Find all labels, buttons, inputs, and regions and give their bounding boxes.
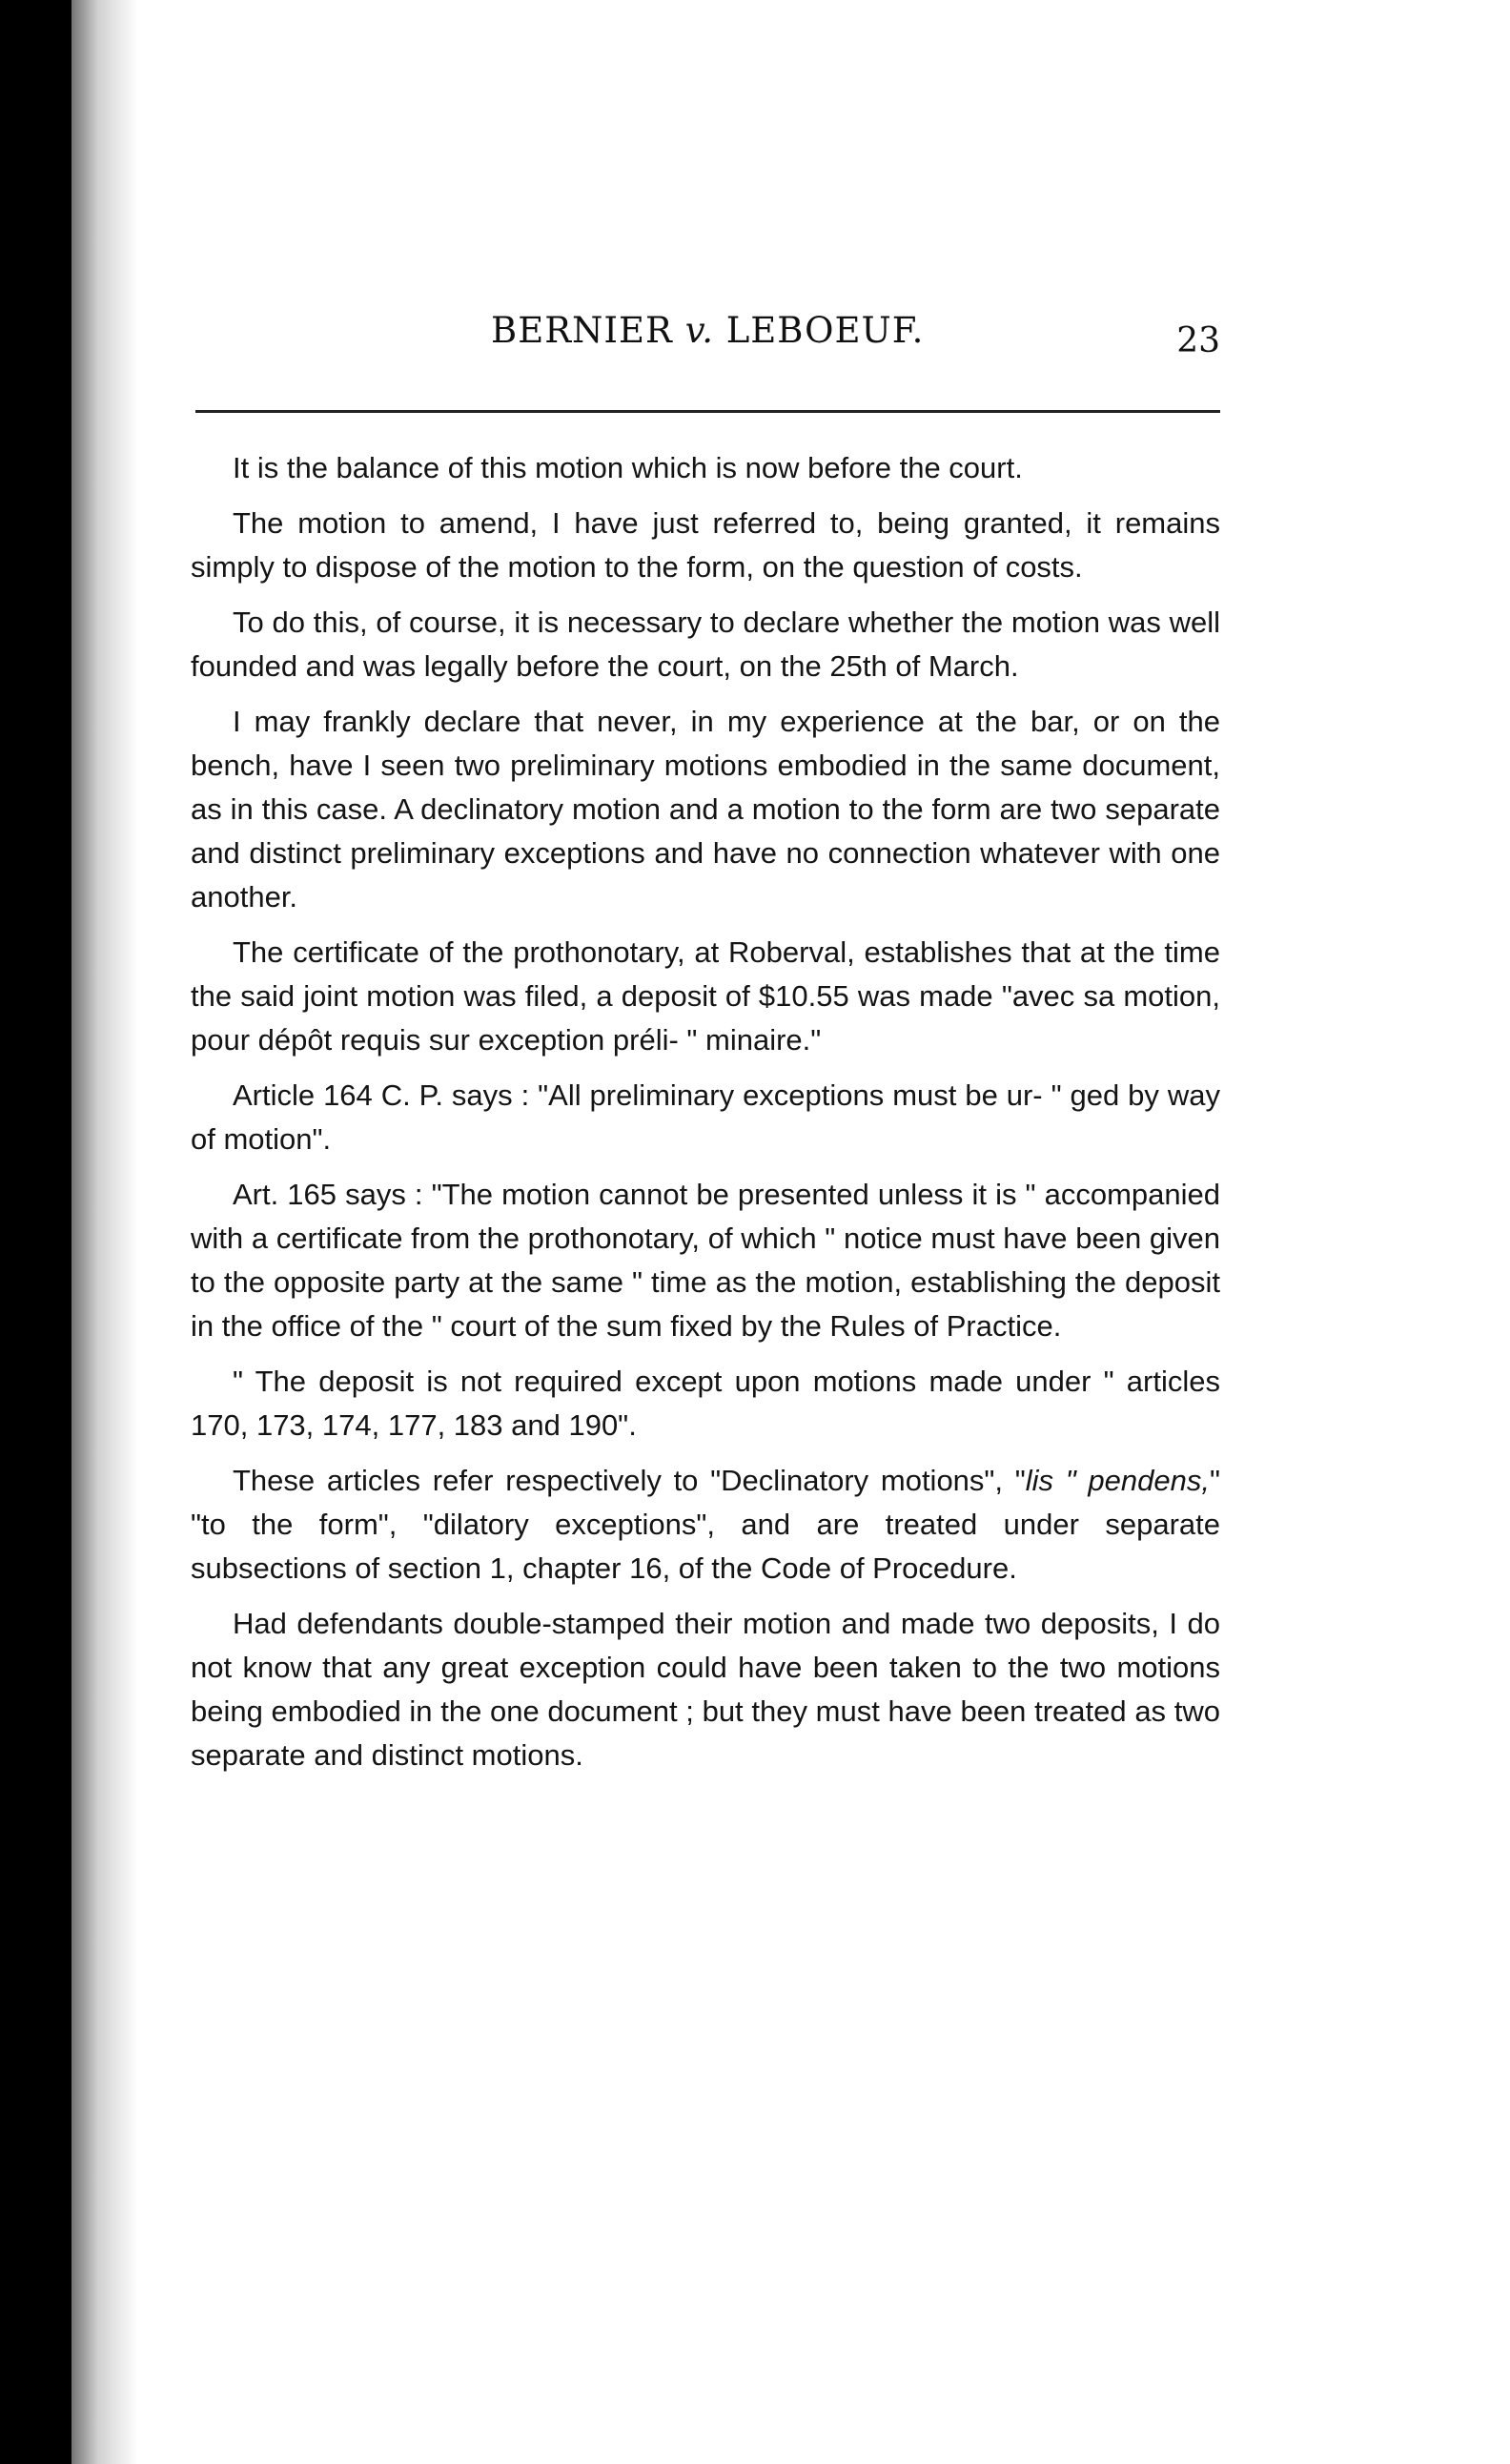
paragraph-4: I may frankly declare that never, in my experience at the bar, or on the bench, have I seen two preliminary motions embodied in the same document, as in this case. A declinatory motion and a motion to the form are two separate and distinct preliminary exceptions and have no connection whatever with one another.: [191, 705, 1220, 914]
header-rule: [195, 410, 1220, 413]
paragraph-1: It is the balance of this motion which is now before the court.: [233, 451, 1023, 484]
lis-pendens-text: lis " pendens,: [1025, 1464, 1210, 1497]
running-title-versus: v.: [684, 310, 714, 351]
running-title-right: LEBOEUF.: [713, 310, 925, 351]
paragraph-6: Article 164 C. P. says : "All preliminary exceptions must be ur- " ged by way of motion".: [191, 1078, 1220, 1156]
paragraph-2: The motion to amend, I have just referred to, being granted, it remains simply to dispose of the motion to the form, on the question of costs.: [191, 506, 1220, 584]
page-number: 23: [1176, 321, 1220, 360]
paragraph-9: [191, 1459, 1220, 1591]
running-title-left: BERNIER: [491, 310, 685, 351]
paragraph-8: " The deposit is not required except upon motions made under " articles 170, 173, 174, 177, 183 and 190".: [191, 1365, 1220, 1442]
running-title: [491, 310, 924, 351]
paragraph-5: The certificate of the prothonotary, at Roberval, establishes that at the time the said joint motion was filed, a deposit of $10.55 was made "avec sa motion, pour dépôt requis sur exception préli- " minaire.": [191, 935, 1220, 1057]
paragraph-3: To do this, of course, it is necessary to declare whether the motion was well founded and was legally before the court, on the 25th of March.: [191, 606, 1220, 683]
spine-shadow: [71, 0, 138, 2464]
body-text: [191, 446, 1220, 1789]
paragraph-9-part-1: These articles refer respectively to "Declinatory motions", ": [233, 1464, 1026, 1497]
paragraph-9-part-2: " "to the form", "dilatory exceptions", and are treated under separate subsections of section 1, chapter 16, of the Code of Procedure.: [191, 1464, 1221, 1585]
paragraph-10: Had defendants double-stamped their motion and made two deposits, I do not know that any great exception could have been taken to the two motions being embodied in the one document ; but they must have been treated as two separate and distinct motions.: [191, 1607, 1220, 1772]
paragraph-7: Art. 165 says : "The motion cannot be presented unless it is " accompanied with a certificate from the prothonotary, of which " notice must have been given to the opposite party at the same " time as the motion, establishing the deposit in the office of the " court of the sum fixed by the Rules of Practice.: [191, 1178, 1220, 1343]
page-header: [191, 310, 1220, 377]
